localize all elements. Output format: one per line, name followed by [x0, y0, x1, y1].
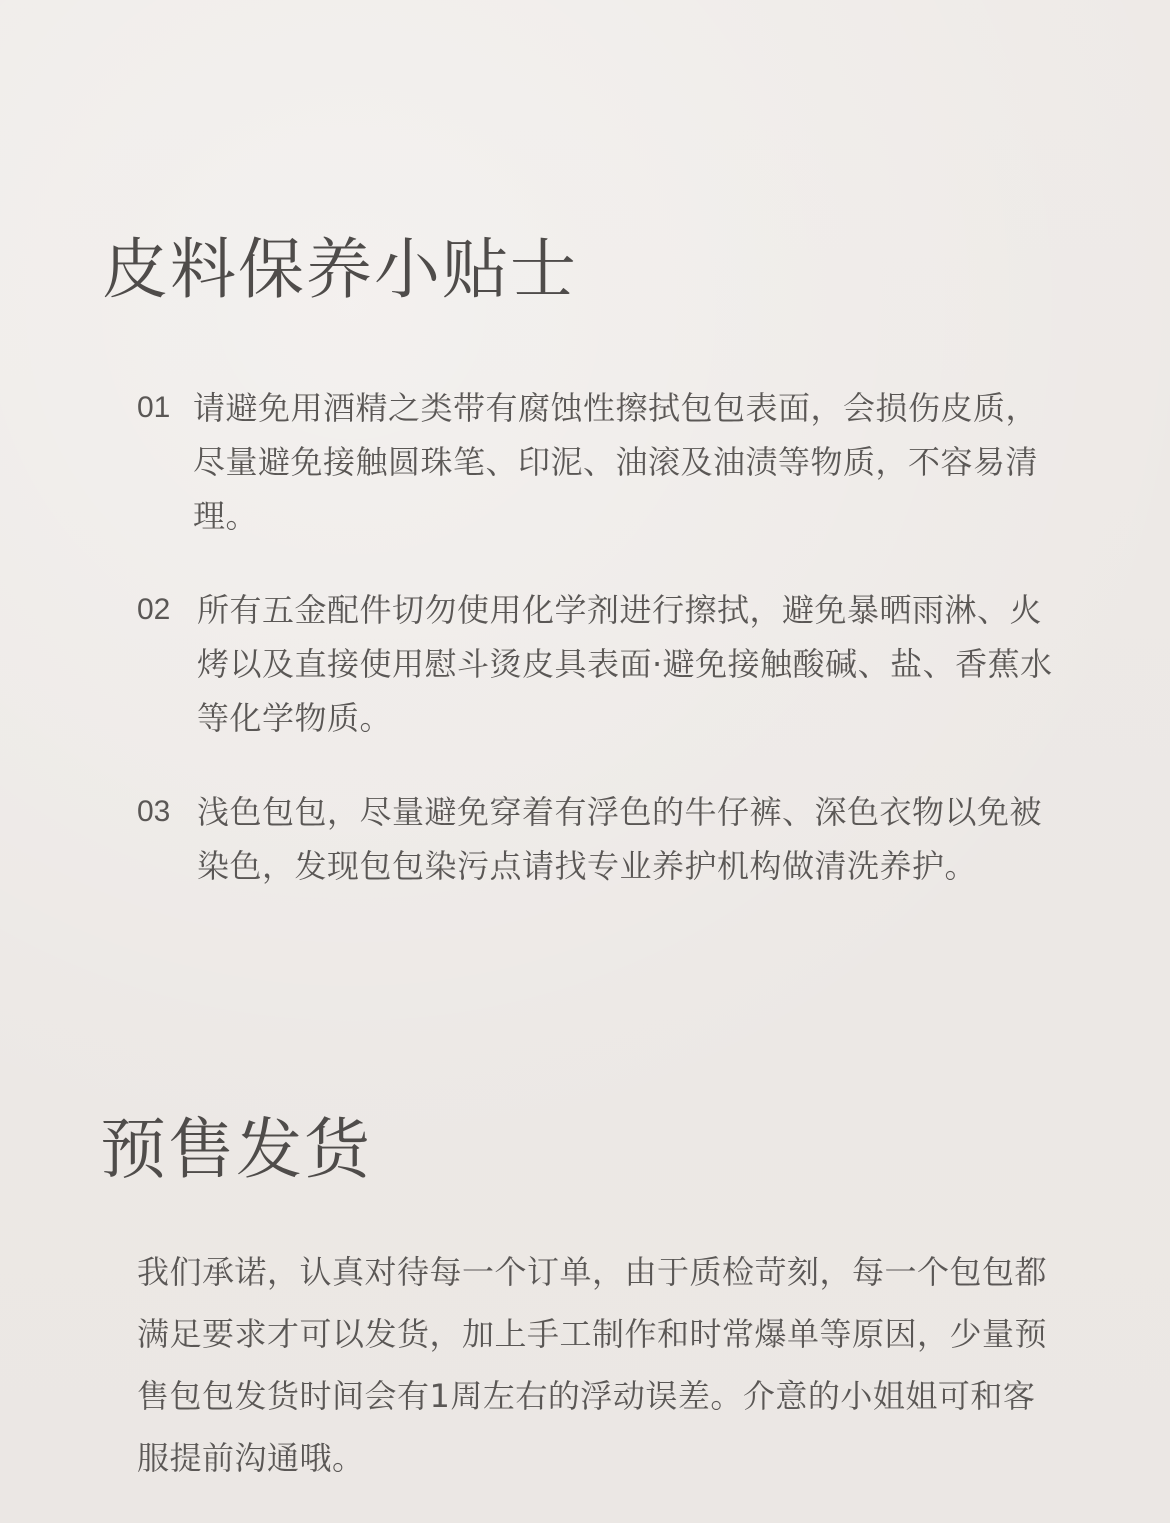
care-tip-item	[137, 583, 1057, 745]
care-tip-text: 请避免用酒精之类带有腐蚀性擦拭包包表面，会损伤皮质，尽量避免接触圆珠笔、印泥、油滚及油渍等物质，不容易清理。	[193, 389, 1039, 535]
care-tip-text: 所有五金配件切勿使用化学剂进行擦拭，避免暴晒雨淋、火烤以及直接使用慰斗烫皮具表面·避免接触酸碱、盐、香蕉水等化学物质。	[197, 591, 1053, 737]
care-tips-title: 皮料保养小贴士	[102, 231, 578, 308]
care-tip-text: 浅色包包，尽量避免穿着有浮色的牛仔裤、深色衣物以免被染色，发现包包染污点请找专业养护机构做清洗养护。	[197, 793, 1043, 885]
care-tip-number: 01	[137, 391, 171, 424]
care-tip-number: 03	[137, 795, 171, 828]
presale-shipping-title: 预售发货	[100, 1111, 372, 1188]
care-tip-number: 02	[137, 593, 171, 626]
presale-shipping-paragraph: 我们承诺，认真对待每一个订单，由于质检苛刻，每一个包包都满足要求才可以发货，加上手工制作和时常爆单等原因，少量预售包包发货时间会有1周左右的浮动误差。介意的小姐姐可和客服提前沟通哦。	[137, 1253, 1048, 1477]
care-tip-item	[137, 381, 1057, 543]
care-tip-item	[137, 785, 1057, 893]
